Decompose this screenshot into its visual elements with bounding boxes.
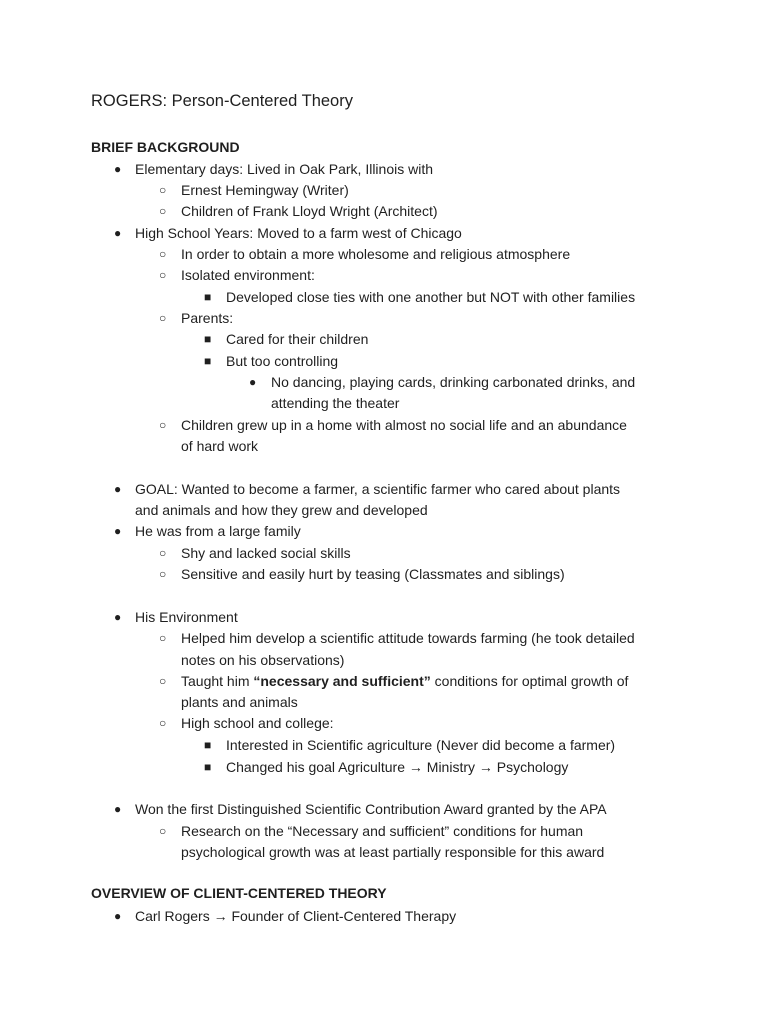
bullet-marker: ● [114, 909, 122, 923]
list-item: Sensitive and easily hurt by teasing (Classmates and siblings) [181, 566, 565, 582]
list-item-continuation: notes on his observations) [181, 652, 345, 668]
bullet-marker: ● [114, 610, 122, 624]
list-item-continuation: psychological growth was at least partially responsible for this award [181, 844, 605, 860]
bullet-marker: ● [249, 375, 257, 389]
list-item-continuation: and animals and how they grew and developed [135, 502, 428, 518]
bullet-marker: ● [114, 162, 122, 176]
bullet-marker: ○ [159, 716, 167, 730]
list-item: Cared for their children [226, 331, 369, 347]
bullet-marker: ○ [159, 418, 167, 432]
bullet-marker: ● [114, 802, 122, 816]
list-item-continuation: attending the theater [271, 395, 400, 411]
bullet-marker: ○ [159, 824, 167, 838]
bullet-marker: ○ [159, 183, 167, 197]
bullet-marker: ○ [159, 567, 167, 581]
list-item: Children of Frank Lloyd Wright (Architect) [181, 203, 438, 219]
bullet-marker: ○ [159, 268, 167, 282]
list-item: Ernest Hemingway (Writer) [181, 182, 349, 198]
list-item: His Environment [135, 609, 238, 625]
list-item: High school and college: [181, 715, 334, 731]
list-item: Won the first Distinguished Scientific Contribution Award granted by the APA [135, 801, 607, 817]
list-item: Changed his goal Agriculture → Ministry → Psychology [226, 759, 569, 775]
page-title: ROGERS: Person-Centered Theory [91, 92, 353, 110]
bullet-marker: ○ [159, 204, 167, 218]
list-item: Research on the “Necessary and sufficient” conditions for human [181, 823, 584, 839]
list-item: Children grew up in a home with almost no social life and an abundance [181, 417, 627, 433]
list-item: In order to obtain a more wholesome and religious atmosphere [181, 246, 571, 262]
bullet-marker: ● [114, 524, 122, 538]
list-item: Elementary days: Lived in Oak Park, Illinois with [135, 161, 434, 177]
taught-prefix: Taught him [181, 673, 254, 689]
bullet-marker: ○ [159, 311, 167, 325]
bullet-marker: ■ [204, 290, 212, 304]
list-item: Developed close ties with one another but NOT with other families [226, 289, 636, 305]
bullet-marker: ○ [159, 546, 167, 560]
taught-suffix: conditions for optimal growth of [430, 673, 629, 689]
section-heading-overview: OVERVIEW OF CLIENT-CENTERED THEORY [91, 885, 387, 901]
list-item: GOAL: Wanted to become a farmer, a scientific farmer who cared about plants [135, 481, 621, 497]
list-item: He was from a large family [135, 523, 301, 539]
list-item-continuation: of hard work [181, 438, 259, 454]
list-item: Interested in Scientific agriculture (Never did become a farmer) [226, 737, 616, 753]
list-item [181, 671, 628, 692]
list-item-continuation: plants and animals [181, 694, 298, 710]
bullet-marker: ■ [204, 760, 212, 774]
bold-phrase: “necessary and sufficient” [253, 673, 431, 689]
list-item: But too controlling [226, 353, 339, 369]
section-heading-background: BRIEF BACKGROUND [91, 139, 240, 155]
bullet-marker: ■ [204, 354, 212, 368]
bullet-marker: ■ [204, 332, 212, 346]
bullet-marker: ■ [204, 738, 212, 752]
bullet-marker: ○ [159, 674, 167, 688]
list-item: High School Years: Moved to a farm west of Chicago [135, 225, 462, 241]
list-item: Isolated environment: [181, 267, 315, 283]
list-item: Helped him develop a scientific attitude towards farming (he took detailed [181, 630, 635, 646]
list-item: No dancing, playing cards, drinking carbonated drinks, and [271, 374, 636, 390]
list-item: Carl Rogers → Founder of Client-Centered Therapy [135, 908, 457, 924]
bullet-marker: ○ [159, 631, 167, 645]
bullet-marker: ● [114, 226, 122, 240]
bullet-marker: ○ [159, 247, 167, 261]
bullet-marker: ● [114, 482, 122, 496]
list-item: Shy and lacked social skills [181, 545, 351, 561]
list-item: Parents: [181, 310, 234, 326]
